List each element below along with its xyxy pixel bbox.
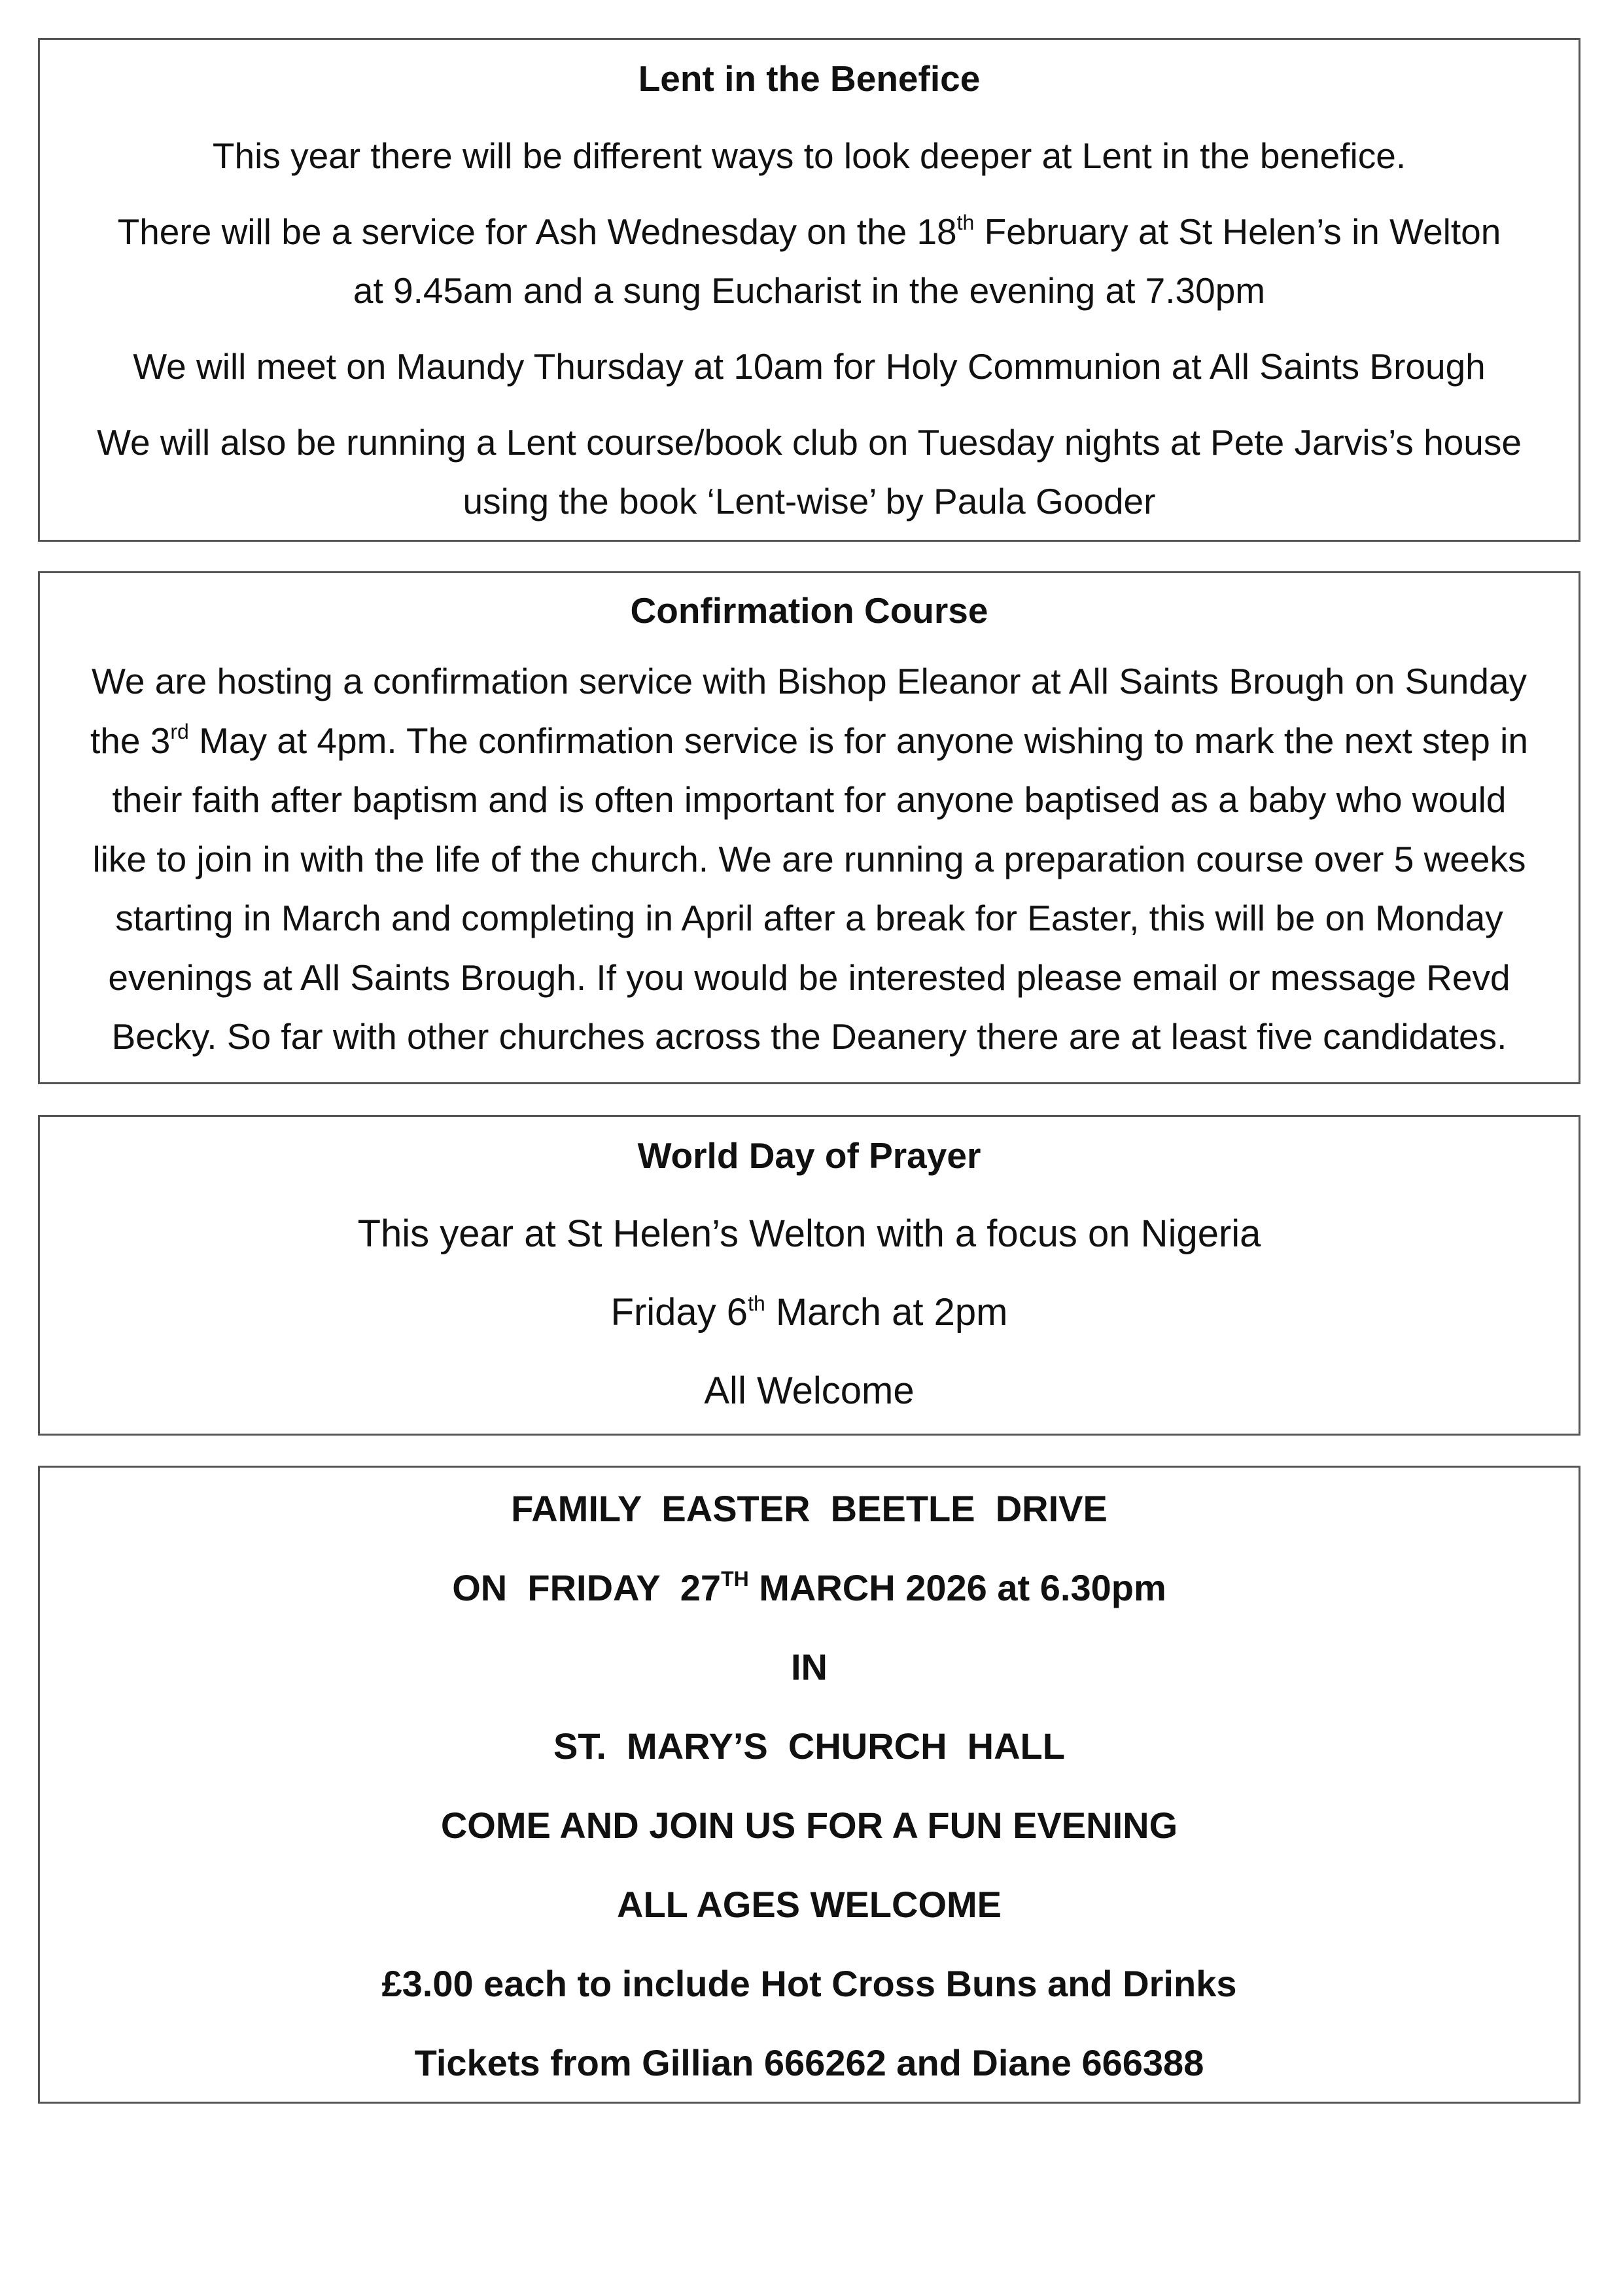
beetle-tickets: Tickets from Gillian 666262 and Diane 666388 <box>414 2042 1204 2083</box>
beetle-price: £3.00 each to include Hot Cross Buns and Drinks <box>381 1963 1237 2004</box>
ash-wednesday-text: There will be a service for Ash Wednesday on the 18th February at St Helen’s in Welton <box>117 211 1501 252</box>
confirmation-line: the 3rd May at 4pm. The confirmation service is for anyone wishing to mark the next step in <box>90 719 1528 761</box>
confirmation-body <box>40 652 1579 1067</box>
maundy-thursday-text: We will meet on Maundy Thursday at 10am for Holy Communion at All Saints Brough <box>133 346 1486 387</box>
lent-title: Lent in the Benefice <box>638 58 981 99</box>
lent-course-text: We will also be running a Lent course/book club on Tuesday nights at Pete Jarvis’s house <box>97 422 1522 463</box>
confirmation-line: their faith after baptism and is often important for anyone baptised as a baby who would <box>112 779 1507 820</box>
confirmation-line: evenings at All Saints Brough. If you would be interested please email or message Revd <box>108 957 1510 998</box>
lent-intro: This year there will be different ways to look deeper at Lent in the benefice. <box>212 135 1406 176</box>
lent-course-book: using the book ‘Lent-wise’ by Paula Gooder <box>462 481 1156 521</box>
beetle-drive-section <box>38 1466 1580 2104</box>
beetle-invite: COME AND JOIN US FOR A FUN EVENING <box>440 1805 1178 1846</box>
beetle-in: IN <box>791 1646 828 1687</box>
lent-section <box>38 38 1580 542</box>
wdp-title: World Day of Prayer <box>637 1135 981 1176</box>
wdp-date: Friday 6th March at 2pm <box>610 1291 1008 1333</box>
confirmation-line: We are hosting a confirmation service with Bishop Eleanor at All Saints Brough on Sunday <box>91 661 1527 701</box>
world-day-of-prayer-section <box>38 1115 1580 1436</box>
confirmation-line: Becky. So far with other churches across the Deanery there are at least five candidates. <box>111 1016 1507 1057</box>
confirmation-line: like to join in with the life of the church. We are running a preparation course over 5 weeks <box>92 838 1526 879</box>
beetle-ages: ALL AGES WELCOME <box>617 1884 1002 1925</box>
wdp-location: This year at St Helen’s Welton with a focus on Nigeria <box>357 1212 1261 1255</box>
beetle-title: FAMILY EASTER BEETLE DRIVE <box>511 1488 1108 1529</box>
confirmation-title: Confirmation Course <box>630 590 988 631</box>
beetle-date: ON FRIDAY 27TH MARCH 2026 at 6.30pm <box>452 1567 1166 1608</box>
beetle-venue: ST. MARY’S CHURCH HALL <box>553 1725 1065 1767</box>
confirmation-section <box>38 571 1580 1084</box>
wdp-welcome: All Welcome <box>704 1369 915 1412</box>
ash-wednesday-times: at 9.45am and a sung Eucharist in the evening at 7.30pm <box>353 270 1266 311</box>
confirmation-line: starting in March and completing in April after a break for Easter, this will be on Monday <box>115 898 1503 938</box>
